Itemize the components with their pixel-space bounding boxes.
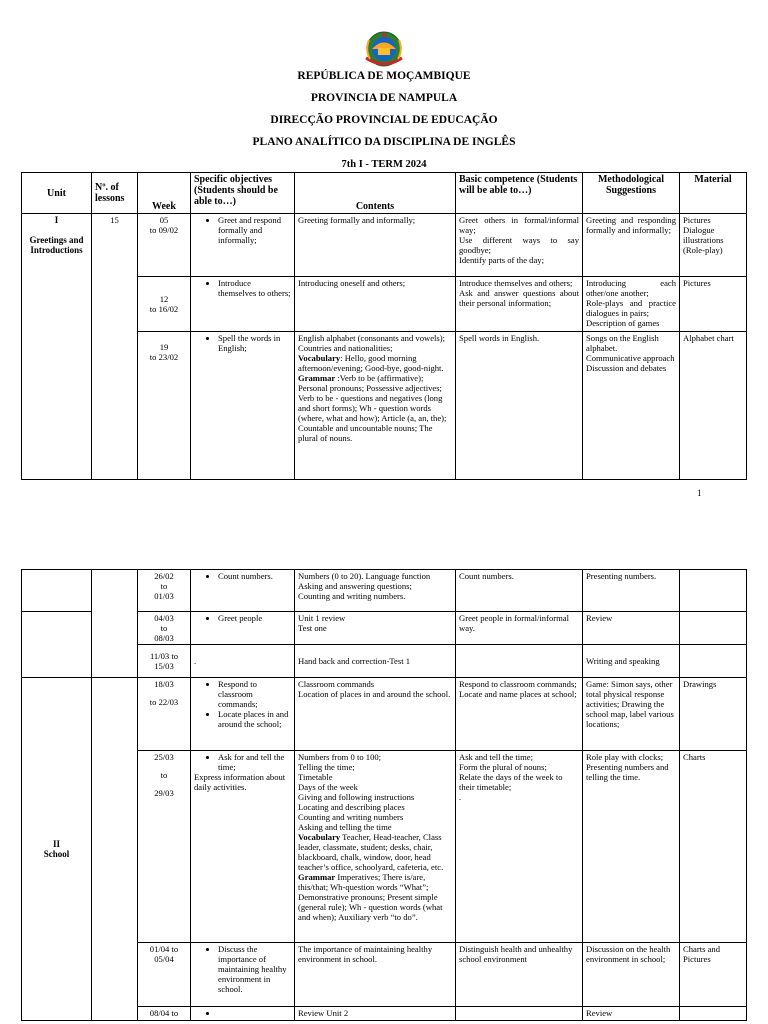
unit-cell-empty (22, 570, 92, 612)
week-start: 19 (159, 342, 169, 352)
week-start: 01/04 to (149, 944, 179, 954)
objective-extra: Express information about daily activities. (194, 772, 286, 792)
contents-line: Counting and writing numbers. (298, 591, 406, 601)
objective-item: • Locate places in and around the school; (218, 709, 291, 729)
contents-line: Timetable (298, 772, 333, 782)
contents-cell (295, 612, 456, 645)
methodology-line: Role-plays and practice dialogues in pairs; (586, 298, 676, 318)
lessons-count: 15 (92, 214, 138, 480)
contents-cell (295, 751, 456, 943)
methodology-cell (583, 751, 680, 943)
contents-cell (295, 570, 456, 612)
contents-line: Unit 1 review (298, 613, 346, 623)
objective-cell (191, 570, 295, 612)
methodology-line: Communicative approach (586, 353, 675, 363)
week-cell: 08/04 to (138, 1007, 191, 1021)
contents-cell: The importance of maintaining healthy environment in school. (295, 943, 456, 1007)
competence-line: Ask and tell the time; (459, 752, 533, 762)
objective-item (218, 1008, 291, 1018)
methodology-cell (583, 277, 680, 332)
material-cell (680, 1007, 747, 1021)
vocabulary-label: Vocabulary (298, 832, 341, 842)
week-end: to 23/02 (149, 352, 179, 362)
objective-cell (191, 612, 295, 645)
methodology-line: Role play with clocks; (586, 752, 664, 762)
week-cell (138, 214, 191, 277)
week-cell (138, 570, 191, 612)
contents-line: Asking and answering questions; (298, 581, 412, 591)
contents-line: Days of the week (298, 782, 358, 792)
objective-cell (191, 678, 295, 751)
objective-cell (191, 277, 295, 332)
objective-item: • Respond to classroom commands; (218, 679, 291, 709)
week-cell (138, 678, 191, 751)
methodology-cell: Writing and speaking (583, 645, 680, 678)
competence-cell: Spell words in English. (456, 332, 583, 480)
lessons-cell-empty (92, 570, 138, 678)
col-header-lessons: Nº. of lessons (92, 173, 138, 214)
lesson-plan-table-page2 (21, 569, 747, 1021)
competence-line: . (459, 792, 462, 802)
week-end: 01/03 (154, 591, 174, 601)
material-cell: Pictures (680, 277, 747, 332)
methodology-cell: Review (583, 1007, 680, 1021)
objective-item: • Greet and respond formally and informally; (218, 215, 291, 245)
objective-cell (191, 1007, 295, 1021)
competence-cell (456, 751, 583, 943)
contents-line: Test one (298, 623, 327, 633)
unit-name: Greetings and Introductions (29, 235, 84, 255)
methodology-cell: Game: Simon says, other total physical response activities; Drawing the school map, label various locations; (583, 678, 680, 751)
col-header-week: Week (138, 173, 191, 214)
competence-cell: Count numbers. (456, 570, 583, 612)
lesson-plan-table-page1 (21, 172, 747, 480)
week-cell (138, 645, 191, 678)
grammar-text: :Verb to be (affirmative); Personal pronouns; Possessive adjectives; Verb to be - questions and negatives (long and short forms); Wh - question words (where, what and how); Article (a, an, the); Countable and uncountable nouns; The plural of nouns. (298, 373, 447, 443)
competence-cell (456, 1007, 583, 1021)
contents-line: Giving and following instructions (298, 792, 415, 802)
methodology-line: Description of games (586, 318, 660, 328)
header-province: PROVINCIA DE NAMPULA (310, 92, 458, 104)
competence-line: Locate and name places at school; (459, 689, 577, 699)
week-to: to (160, 581, 168, 591)
objective-cell (191, 751, 295, 943)
competence-cell: Greet people in formal/informal way. (456, 612, 583, 645)
competence-cell (456, 277, 583, 332)
objective-cell (191, 332, 295, 480)
methodology-cell: Presenting numbers. (583, 570, 680, 612)
competence-cell: Distinguish health and unhealthy school environment (456, 943, 583, 1007)
competence-line: Use different ways to say goodbye; (459, 235, 579, 255)
week-start: 26/02 (154, 571, 174, 581)
objective-item: • Spell the words in English; (218, 333, 291, 353)
week-cell (138, 751, 191, 943)
objective-item: • Ask for and tell the time; (218, 752, 291, 772)
methodology-line: Presenting numbers and telling the time. (586, 762, 669, 782)
objective-item: • Discuss the importance of maintaining healthy environment in school. (218, 944, 291, 994)
contents-line: Telling the time; (298, 762, 355, 772)
unit-number: I (54, 215, 59, 225)
week-end: 05/04 (154, 954, 174, 964)
contents-cell (295, 678, 456, 751)
methodology-cell: Discussion on the health environment in school; (583, 943, 680, 1007)
material-cell (680, 645, 747, 678)
contents-cell: Review Unit 2 (295, 1007, 456, 1021)
unit-cell-empty (22, 612, 92, 678)
week-cell (138, 612, 191, 645)
grammar-label: Grammar (298, 373, 336, 383)
week-end: to 16/02 (149, 304, 179, 314)
contents-cell (295, 332, 456, 480)
methodology-line: Songs on the English alphabet. (586, 333, 659, 353)
competence-cell (456, 678, 583, 751)
col-header-unit: Unit (22, 173, 92, 214)
week-end: 29/03 (154, 788, 174, 798)
objective-cell: . (191, 645, 295, 678)
coat-of-arms-emblem (362, 28, 406, 68)
week-end: 15/03 (154, 661, 174, 671)
competence-line: Relate the days of the week to their timetable; (459, 772, 563, 792)
contents-line: Classroom commands (298, 679, 375, 689)
competence-line: Greet others in formal/informal way; (459, 215, 579, 235)
competence-line: Form the plural of nouns; (459, 762, 547, 772)
header-plan-title: PLANO ANALÍTICO DA DISCIPLINA DE INGLÊS (252, 136, 516, 148)
header-term: 7th I - TERM 2024 (341, 159, 427, 170)
week-cell (138, 332, 191, 480)
week-start: 05 (159, 215, 169, 225)
contents-cell: Greeting formally and informally; (295, 214, 456, 277)
competence-cell (456, 645, 583, 678)
grammar-text: Imperatives; There is/are, this/that; Wh-question words “What”; Demonstrative pronouns; Present simple (general rule); Wh - question words (what and when); Auxiliary verb “to do”. (298, 872, 443, 922)
unit-number: II (52, 839, 60, 849)
week-start: 25/03 (154, 752, 174, 762)
competence-cell (456, 214, 583, 277)
week-end: 08/03 (154, 633, 174, 643)
contents-line: Locating and describing places (298, 802, 405, 812)
col-header-material: Material (680, 173, 747, 214)
material-cell: Charts and Pictures (680, 943, 747, 1007)
objective-cell (191, 214, 295, 277)
grammar-label: Grammar (298, 872, 336, 882)
objective-cell (191, 943, 295, 1007)
material-cell: Alphabet chart (680, 332, 747, 480)
methodology-cell (583, 332, 680, 480)
material-cell: Charts (680, 751, 747, 943)
week-start: 04/03 (154, 613, 174, 623)
week-cell (138, 943, 191, 1007)
vocabulary-text: : Hello, good morning afternoon/evening; Good-bye, good-night. (298, 353, 444, 373)
material-cell: Drawings (680, 678, 747, 751)
methodology-line: Introducing each other/one another; (586, 278, 676, 298)
contents-line: Numbers (0 to 20). Language function (298, 571, 431, 581)
week-start: 12 (159, 294, 169, 304)
objective-item: • Count numbers. (218, 571, 291, 581)
objective-item: • Greet people (218, 613, 291, 623)
material-cell: Pictures Dialogue illustrations (Role-play) (680, 214, 747, 277)
contents-intro: English alphabet (consonants and vowels); Countries and nationalities; (298, 333, 446, 353)
contents-cell: Hand back and correction-Test 1 (295, 645, 456, 678)
methodology-cell: Greeting and responding formally and informally; (583, 214, 680, 277)
week-start: 18/03 (154, 679, 174, 689)
week-cell (138, 277, 191, 332)
col-header-competence: Basic competence (Students will be able to…) (456, 173, 583, 214)
methodology-cell: Review (583, 612, 680, 645)
week-to: to (160, 770, 168, 780)
methodology-line: Discussion and debates (586, 363, 667, 373)
contents-cell: Introducing oneself and others; (295, 277, 456, 332)
week-end: to 09/02 (149, 225, 179, 235)
lessons-cell-empty (92, 678, 138, 1021)
vocabulary-label: Vocabulary (298, 353, 341, 363)
vocabulary-text: Teacher, Head-teacher, Class leader, classmate, student; desks, chair, blackboard, chalk, window, door, head teacher’s office, schoolyard, cafeteria, etc. (298, 832, 444, 872)
col-header-methodology: Methodological Suggestions (583, 173, 680, 214)
competence-line: Respond to classroom commands; (459, 679, 577, 689)
contents-line: Numbers from 0 to 100; (298, 752, 382, 762)
unit-cell (22, 214, 92, 480)
material-cell (680, 570, 747, 612)
col-header-objectives: Specific objectives (Students should be able to…) (191, 173, 295, 214)
col-header-contents: Contents (295, 173, 456, 214)
page-number: 1 (697, 488, 702, 498)
header-country: REPÚBLICA DE MOÇAMBIQUE (297, 70, 471, 82)
competence-line: Introduce themselves and others; (459, 278, 573, 288)
header-direction: DIRECÇÃO PROVINCIAL DE EDUCAÇÃO (270, 114, 498, 126)
week-end: to 22/03 (149, 697, 179, 707)
contents-line: Counting and writing numbers (298, 812, 404, 822)
contents-line: Location of places in and around the school. (298, 689, 451, 699)
contents-line: Asking and telling the time (298, 822, 392, 832)
objective-item: • Introduce themselves to others; (218, 278, 291, 298)
material-cell (680, 612, 747, 645)
week-to: to (160, 623, 168, 633)
unit-cell (22, 678, 92, 1021)
competence-line: Identify parts of the day; (459, 255, 544, 265)
unit-name: School (43, 849, 70, 859)
week-start: 11/03 to (149, 651, 179, 661)
competence-line: Ask and answer questions about their personal information; (459, 288, 579, 308)
